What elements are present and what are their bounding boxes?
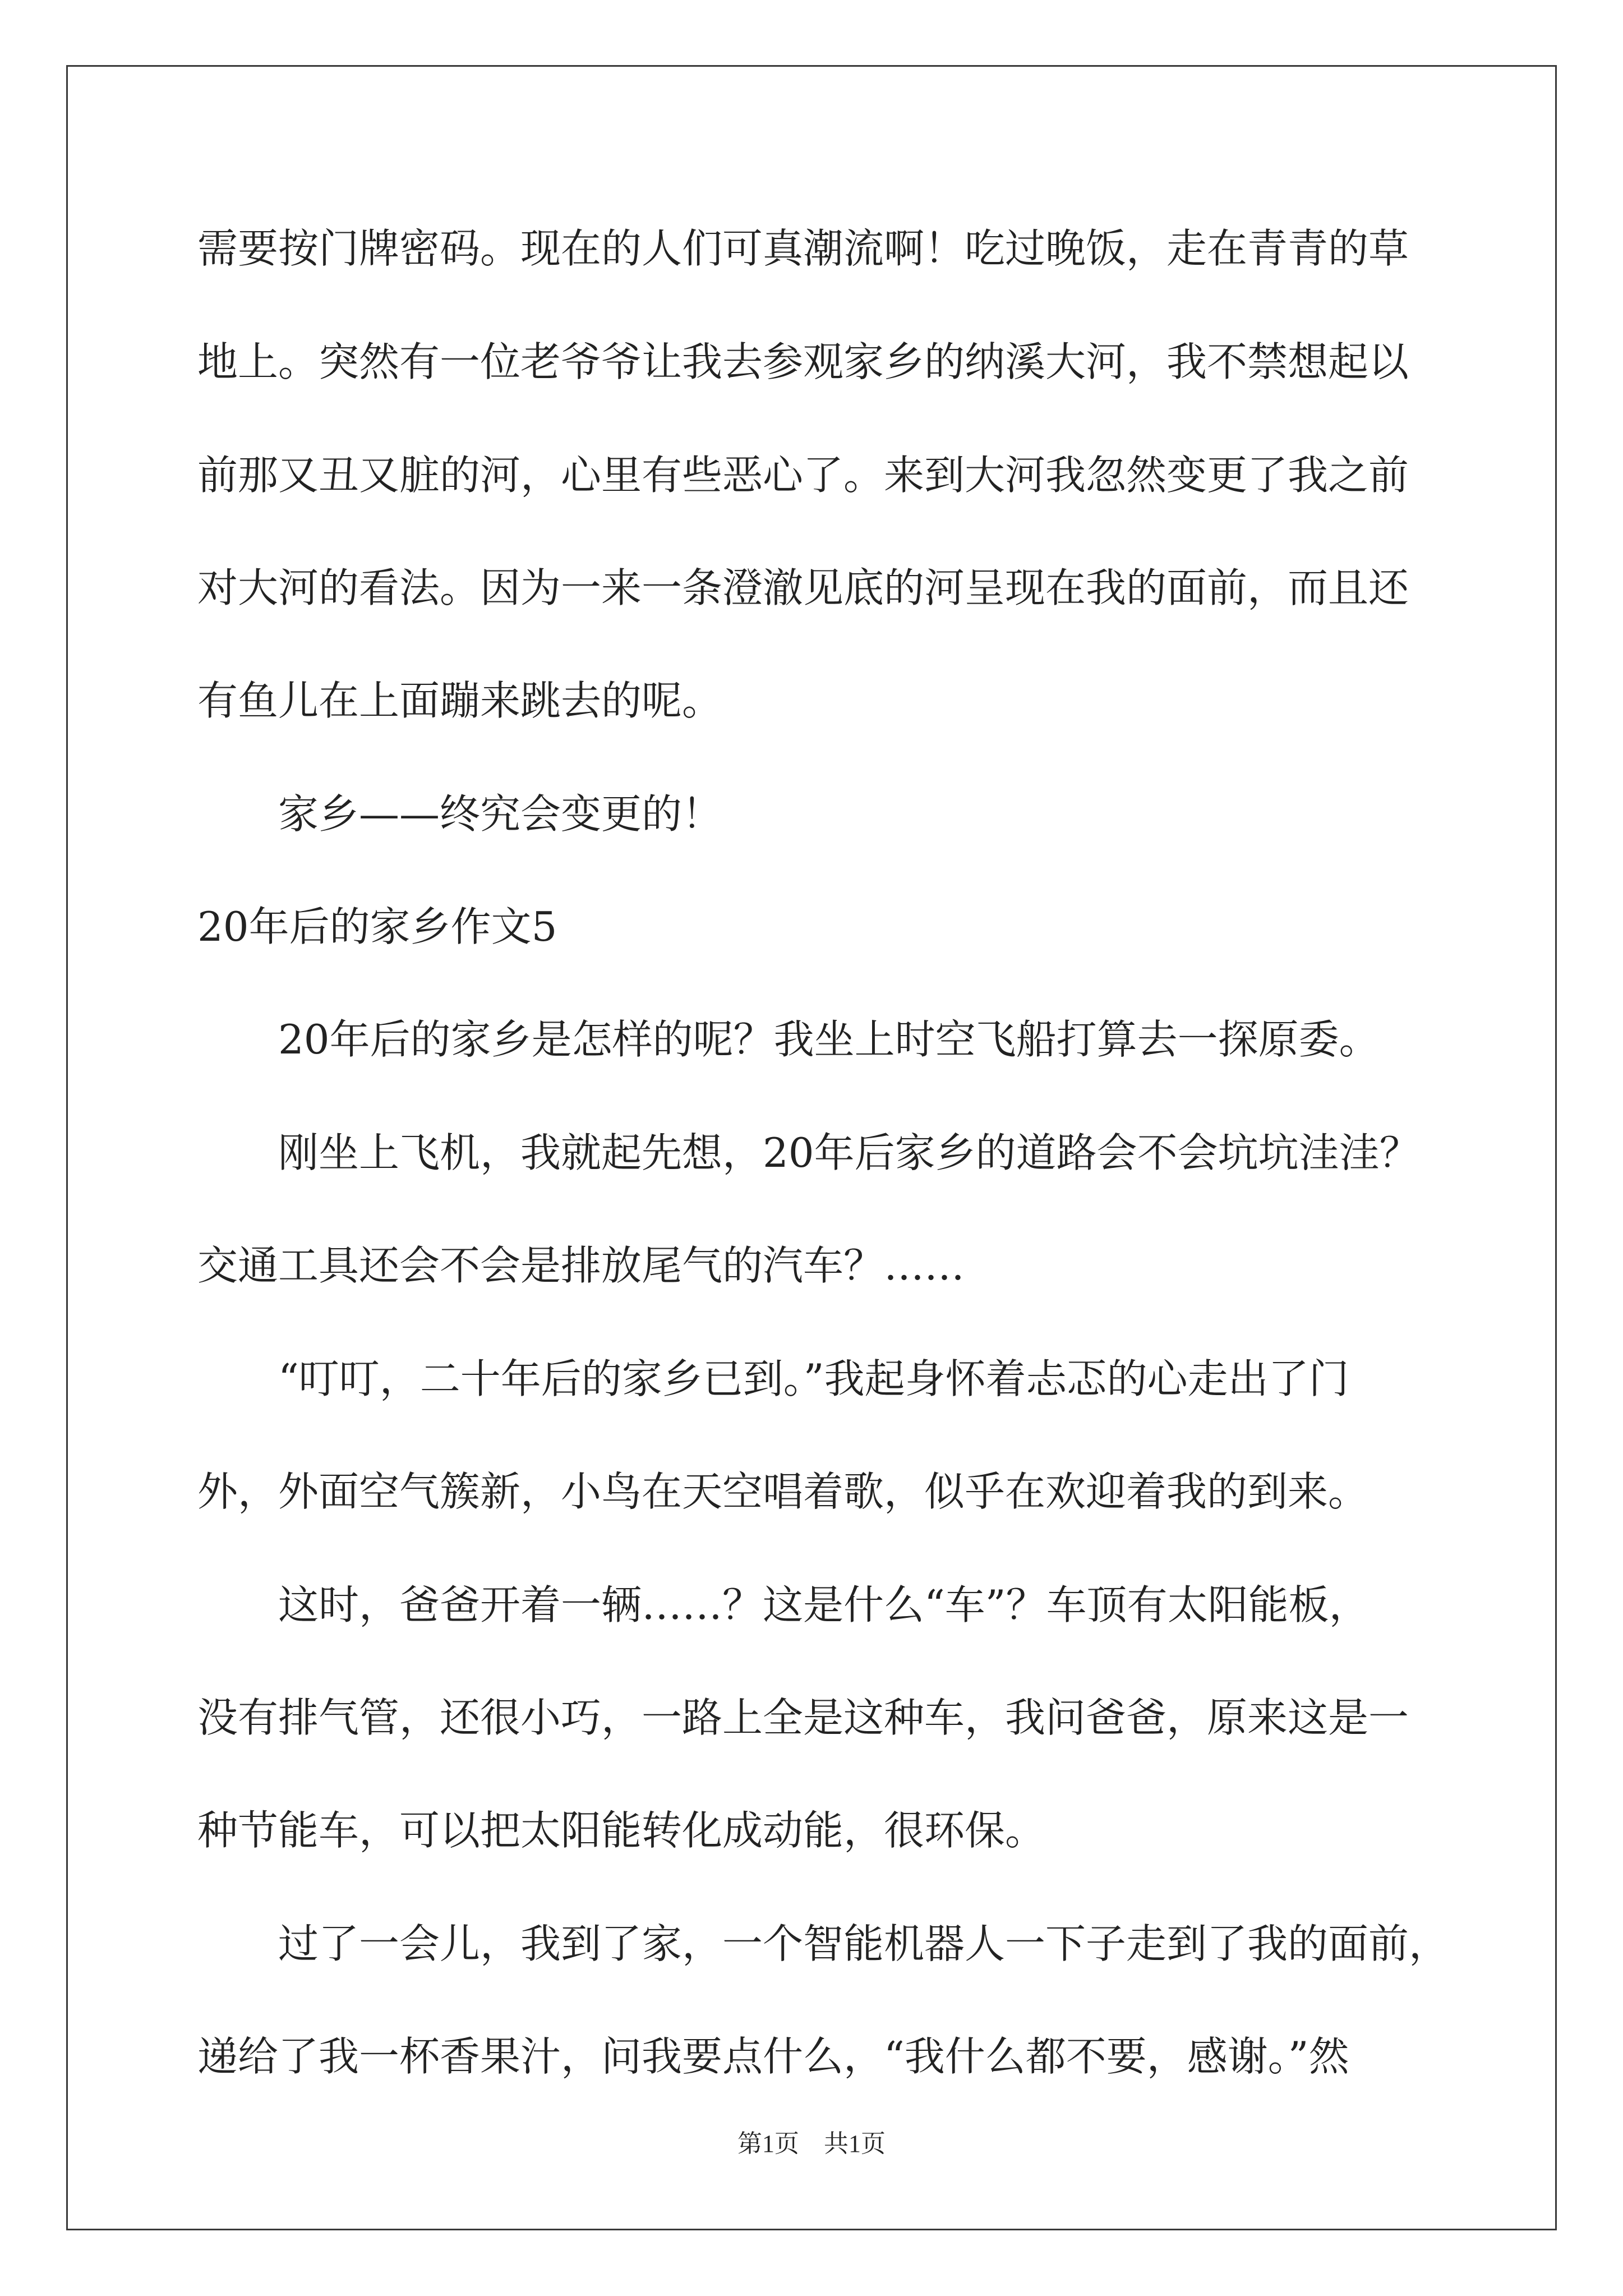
text-line: 种节能车，可以把太阳能转化成动能，很环保。 xyxy=(197,1807,1046,1854)
text-line: 刚坐上飞机，我就起先想，20年后家乡的道路会不会坑坑洼洼？ xyxy=(278,1129,1420,1176)
text-line: 交通工具还会不会是排放尾气的汽车？…… xyxy=(197,1242,965,1289)
text-line: 外，外面空气簇新，小鸟在天空唱着歌，似乎在欢迎着我的到来。 xyxy=(197,1468,1369,1515)
text-line: 需要按门牌密码。现在的人们可真潮流啊！吃过晚饭，走在青青的草 xyxy=(197,225,1409,272)
text-line: 家乡——终究会变更的！ xyxy=(278,790,723,838)
text-line: 20年后的家乡是怎样的呢？我坐上时空飞船打算去一探原委。 xyxy=(278,1016,1380,1063)
text-line: 地上。突然有一位老爷爷让我去参观家乡的纳溪大河，我不禁想起以 xyxy=(197,338,1409,385)
text-line: 没有排气管，还很小巧，一路上全是这种车，我问爸爸，原来这是一 xyxy=(197,1694,1409,1741)
text-line: 这时，爸爸开着一辆……？这是什么“车”？车顶有太阳能板， xyxy=(278,1581,1370,1628)
text-line: 前那又丑又脏的河，心里有些恶心了。来到大河我忽然变更了我之前 xyxy=(197,452,1409,499)
text-line: 递给了我一杯香果汁，问我要点什么，“我什么都不要，感谢。”然 xyxy=(197,2033,1349,2080)
text-line: 有鱼儿在上面蹦来跳去的呢。 xyxy=(197,677,723,724)
text-line: “叮叮，二十年后的家乡已到。”我起身怀着忐忑的心走出了门 xyxy=(278,1355,1349,1402)
section-heading: 20年后的家乡作文5 xyxy=(197,903,557,950)
text-line: 对大河的看法。因为一来一条澄澈见底的河呈现在我的面前，而且还 xyxy=(197,564,1409,611)
text-line: 过了一会儿，我到了家，一个智能机器人一下子走到了我的面前， xyxy=(278,1920,1450,1967)
page-number: 第1页 共1页 xyxy=(737,2130,886,2157)
